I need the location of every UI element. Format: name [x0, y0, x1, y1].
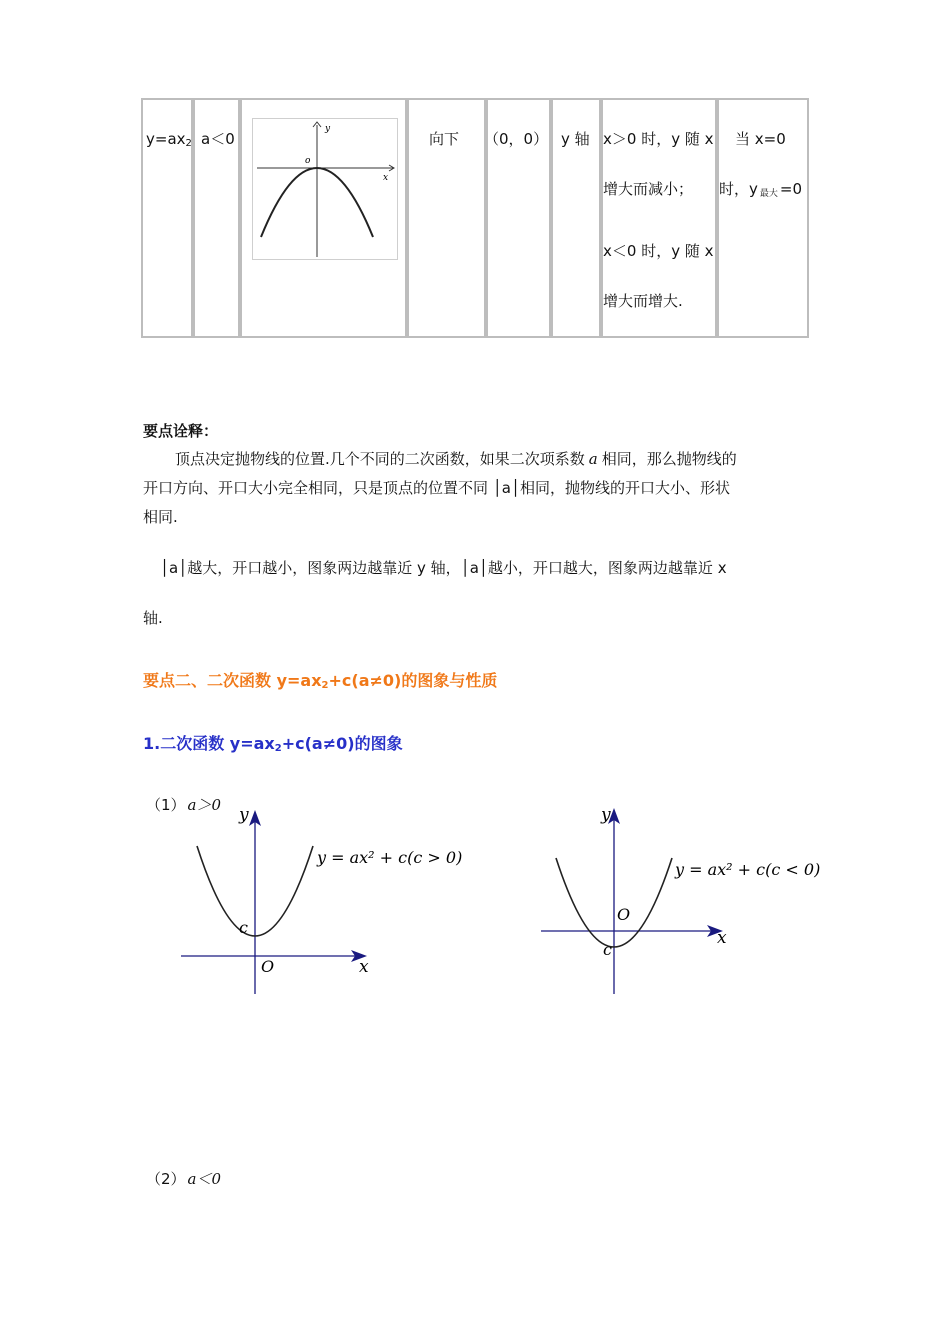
cell-monotonicity: [601, 98, 717, 338]
vertex-text: （0，0）: [484, 130, 549, 148]
extreme-line-2: 时，y $_{最大}$ =0: [719, 180, 803, 199]
axis-text: y 轴: [561, 130, 590, 148]
monotonic-line-3: x＜0 时，y 随 x: [603, 242, 714, 260]
properties-table: [141, 98, 809, 340]
cell-extreme: [717, 98, 809, 338]
origin-label: O: [261, 957, 275, 976]
notes-paragraph-2-line-2: 轴.: [143, 609, 163, 627]
monotonic-line-4: 增大而增大.: [603, 292, 683, 310]
graph-x-label: x: [383, 173, 389, 183]
graph-y-label: y: [325, 124, 331, 134]
section-2-subheading: 1.二次函数 $y=ax_2+c(a\ne 0)$的图象: [143, 734, 403, 754]
x-label: x: [359, 957, 369, 977]
graph-c-negative: [535, 800, 835, 1000]
notes-heading: 要点诠释：: [143, 422, 219, 440]
formula-text: y=ax: [146, 130, 186, 148]
cell-vertex: [486, 98, 551, 338]
y-label: y: [601, 805, 611, 825]
notes-paragraph-1-line-3: 相同.: [143, 508, 178, 526]
x-label: x: [717, 928, 727, 948]
notes-paragraph-1-line-2: 开口方向、开口大小完全相同，只是顶点的位置不同 │a│相同，抛物线的开口大小、形状: [143, 479, 731, 497]
graph-origin-label: o: [305, 156, 311, 166]
case-2-label: （2） a＜0: [146, 1170, 222, 1188]
condition-text: a＜0: [201, 130, 235, 148]
monotonic-line-2: 增大而减小；: [603, 180, 694, 198]
c-label: c: [239, 918, 248, 937]
parabola-down-graph: [252, 118, 398, 260]
notes-paragraph-2-line-1: │a│越大，开口越小，图象两边越靠近 y 轴，│a│越小，开口越大，图象两边越靠近 x: [160, 559, 727, 577]
equation-label: y = ax² + c(c > 0): [317, 848, 463, 867]
equation-label: y = ax² + c(c < 0): [675, 860, 821, 879]
origin-label: O: [617, 905, 631, 924]
cell-axis: [551, 98, 601, 338]
cell-formula: $y=ax_2$: [141, 98, 193, 338]
case-1-label: （1） a＞0: [146, 796, 222, 814]
cell-graph: [240, 98, 407, 338]
y-label: y: [239, 805, 249, 825]
section-2-heading: 要点二、二次函数 $y=ax_2+c(a\ne 0)$的图象与性质: [143, 671, 498, 691]
cell-direction: [407, 98, 486, 338]
direction-text: 向下: [429, 130, 460, 148]
graph-c-positive: [175, 800, 475, 1000]
extreme-line-1: 当 x=0: [735, 130, 786, 148]
cell-condition: [193, 98, 240, 338]
notes-paragraph-1-line-1: 顶点决定抛物线的位置.几个不同的二次函数，如果二次项系数 a 相同，那么抛物线的: [175, 450, 737, 468]
monotonic-line-1: x＞0 时，y 随 x: [603, 130, 714, 148]
c-label: c: [603, 940, 612, 959]
